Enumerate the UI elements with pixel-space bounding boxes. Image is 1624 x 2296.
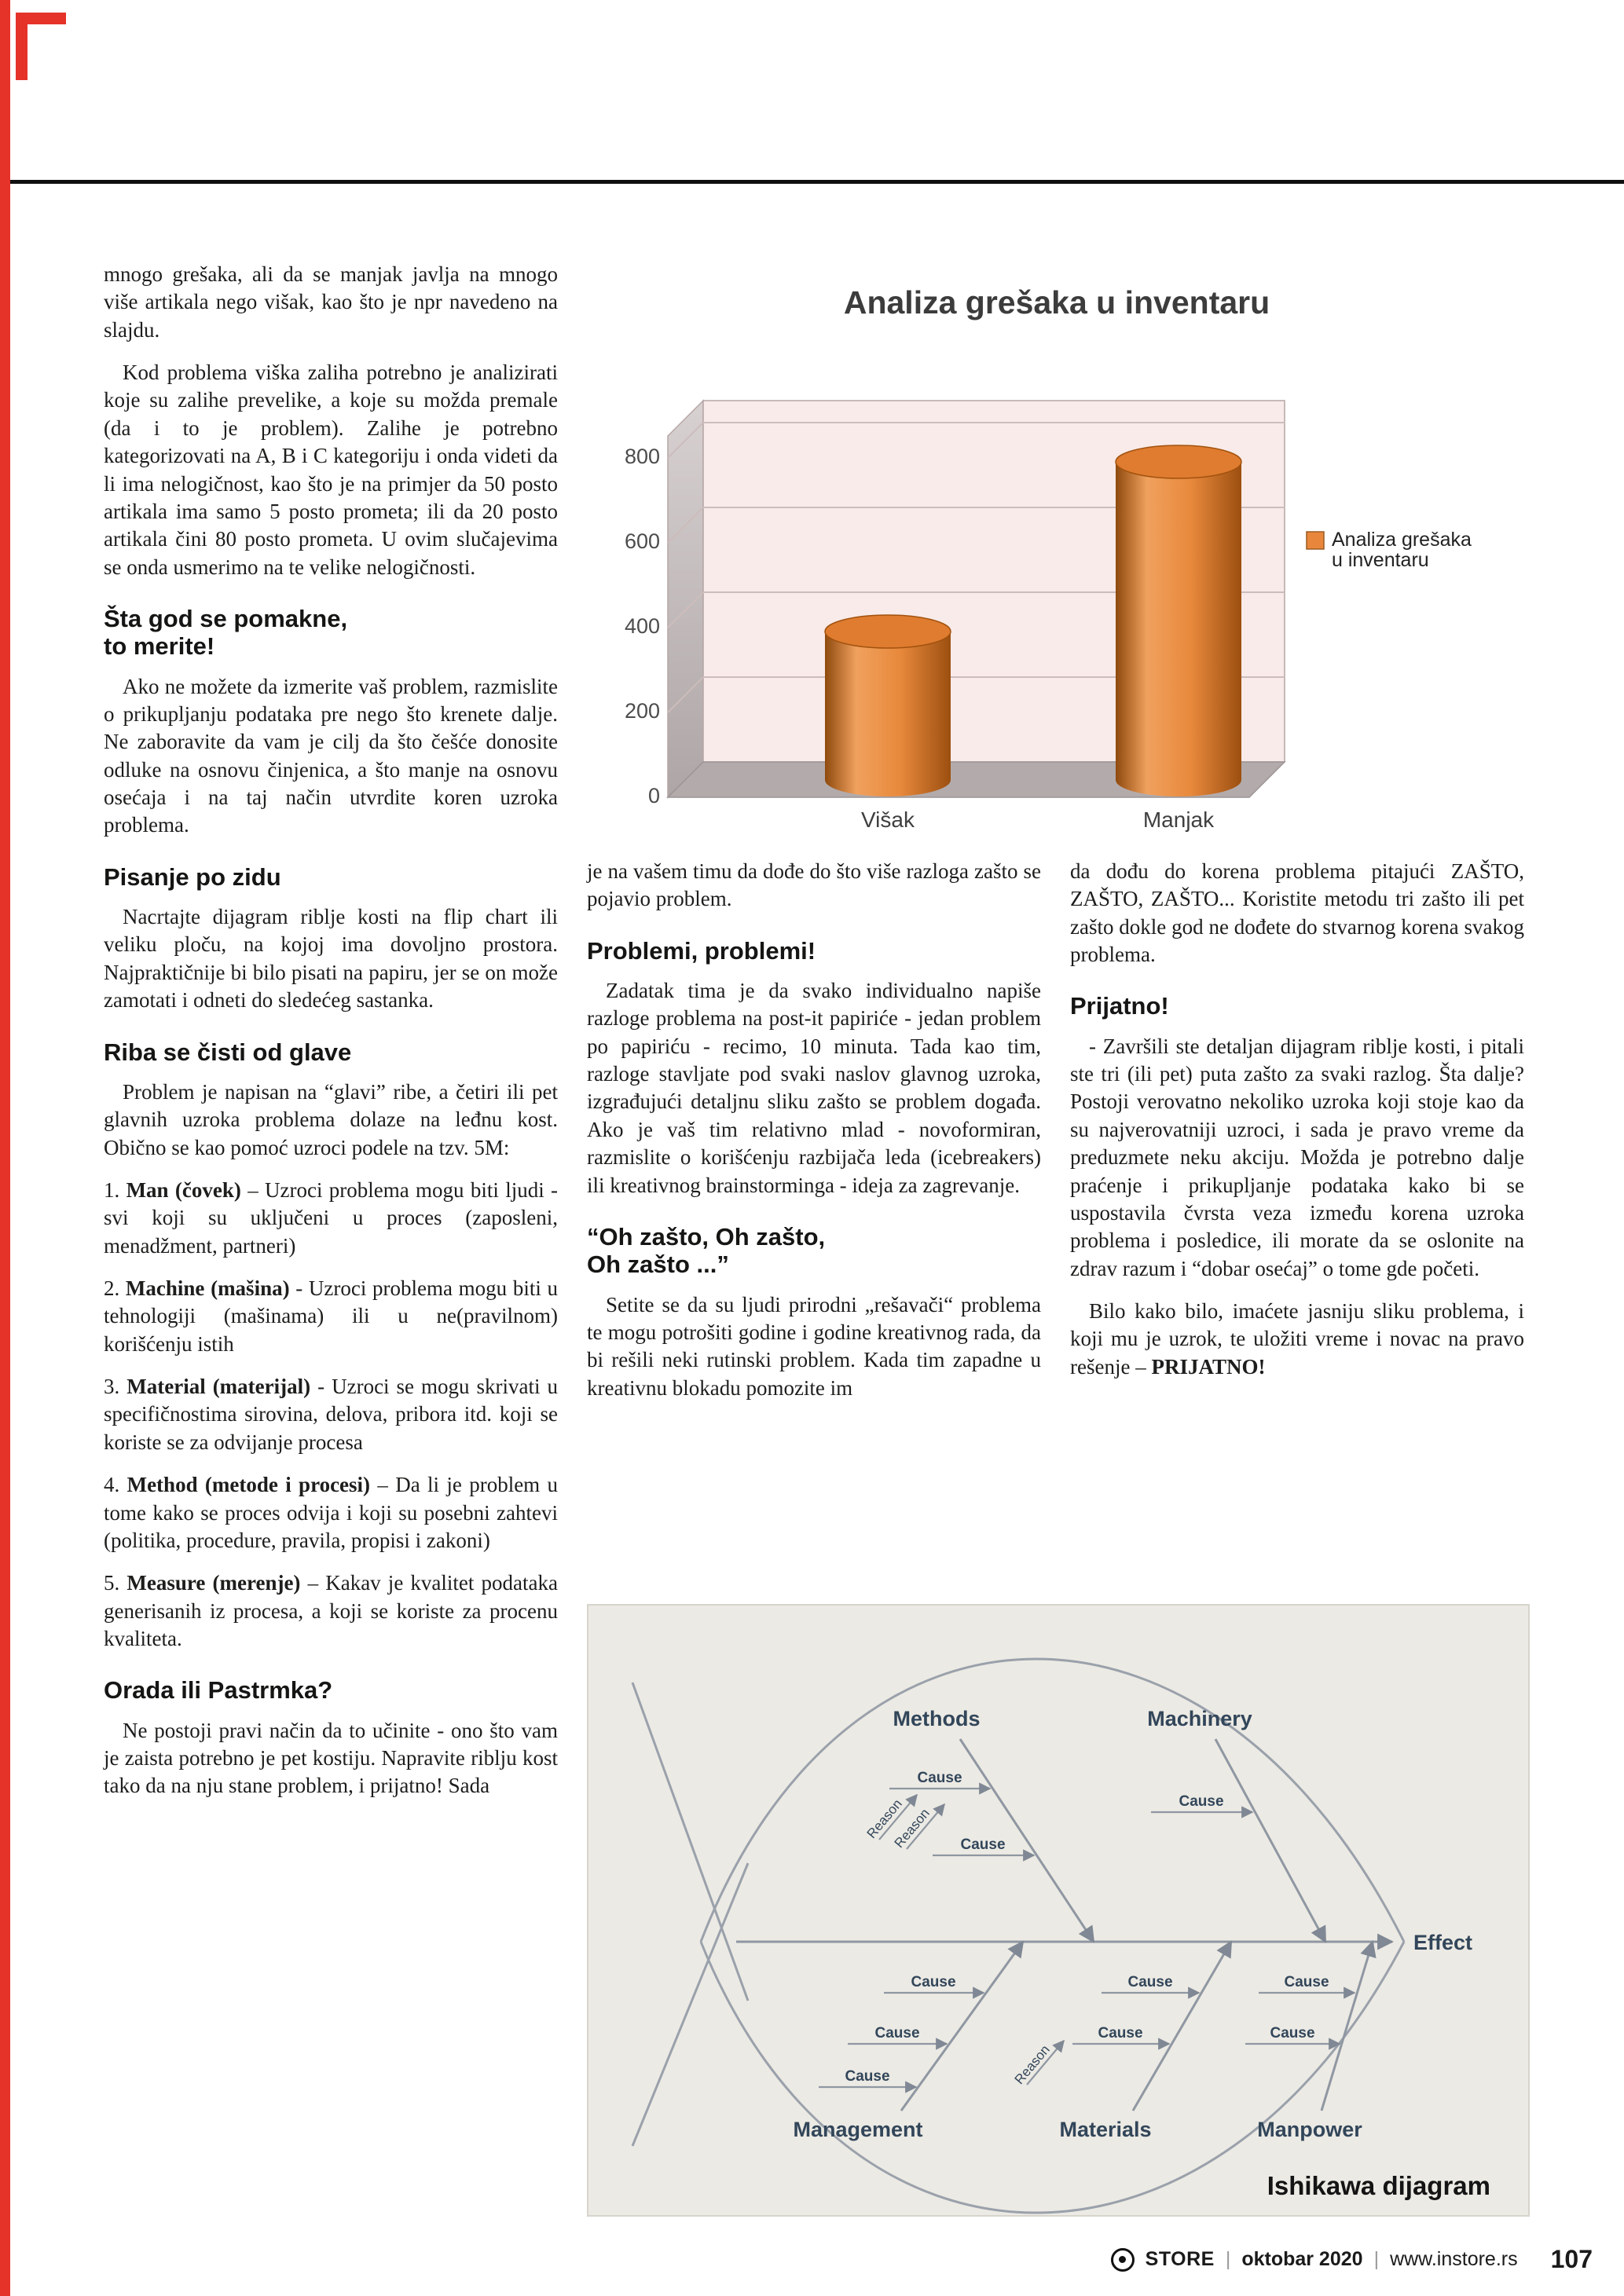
top-rule: [10, 180, 1624, 184]
heading-line: Šta god se pomakne,: [104, 604, 348, 632]
crop-mark-vertical: [16, 13, 27, 80]
heading-line: to merite!: [104, 632, 215, 661]
chart-title: Analiza grešaka u inventaru: [843, 284, 1270, 320]
cause-label: Cause: [1098, 2025, 1143, 2041]
list-term: Measure (merenje): [126, 1571, 301, 1595]
article-column-2: [587, 858, 1041, 1417]
paragraph: [1070, 1298, 1524, 1381]
y-tick-label: 800: [624, 445, 660, 468]
y-tick-label: 200: [624, 699, 660, 723]
list-number: 1.: [104, 1177, 126, 1202]
paragraph-bold-end: PRIJATNO!: [1151, 1354, 1266, 1379]
footer-separator: |: [1373, 2248, 1380, 2270]
list-term: Man (čovek): [126, 1177, 241, 1202]
cause-label: Cause: [845, 2068, 890, 2085]
left-bleed-strip: [0, 0, 10, 2296]
footer-date: oktobar 2020: [1241, 2248, 1363, 2270]
bar-manjak: [1116, 445, 1241, 796]
list-text: – Kakav je kvalitet podataka generisanih iz procesa, a koji se koriste za procenu kvaliteta.: [104, 1571, 558, 1650]
page-number: 107: [1550, 2245, 1593, 2273]
paragraph: - Završili ste detaljan dijagram riblje kosti, i pitali ste tri (ili pet) puta zašto za svaki razlog. Šta dalje? Postoji verovatno nekoliko uzroka koji stoje kao da su najverovatniji uzroci, i sada je pravo vreme da preduzmete neku akciju. Možda je potrebno dalje praćenje i prikupljanje podataka kako bi se uspostavila čvrsta veza između korena uzroka problema i posledice, ili morate da se oslonite na zdrav razum i “dobar osećaj” o tome gde početi.: [1070, 1034, 1524, 1280]
y-tick-label: 400: [624, 614, 660, 638]
paragraph: Ne postoji pravi način da to učinite - ono što vam je zaista potrebno je pet kostiju. Napravite riblju kost tako da na nju stane problem, i prijatno! Sada: [104, 1718, 558, 1798]
heading-line: “Oh zašto, Oh zašto,: [587, 1222, 826, 1251]
cause-label: Cause: [917, 1770, 962, 1786]
article-column-1: [104, 261, 558, 1815]
category-materials: Materials: [1059, 2118, 1152, 2141]
category-methods: Methods: [893, 1707, 981, 1730]
instore-logo-icon: [1111, 2248, 1135, 2272]
reason-label: Reason: [1011, 2041, 1053, 2088]
paragraph-text: Bilo kako bilo, imaćete jasniju sliku problema, i koji mu je uzrok, te uložiti vreme i novac na pravo rešenje –: [1070, 1299, 1524, 1379]
paragraph: mnogo grešaka, ali da se manjak javlja na mnogo više artikala nego višak, kao što je npr navedeno na slajdu.: [104, 262, 558, 342]
list-term: Machine (mašina): [125, 1276, 290, 1301]
section-heading: [587, 1223, 1041, 1279]
section-heading: Riba se čisti od glave: [104, 1038, 352, 1066]
list-text: - Uzroci se mogu skrivati u specifičnostima sirovina, delova, pribora itd. koji se koriste se za odvijanje procesa: [104, 1375, 559, 1454]
category-management: Management: [793, 2118, 923, 2141]
paragraph: Problem je napisan na “glavi” ribe, a četiri ili pet glavnih uzroka problema dolaze na leđnu kost. Obično se kao pomoć uzroci podele na tzv. 5M:: [104, 1079, 558, 1159]
list-number: 2.: [104, 1276, 126, 1301]
section-heading: [104, 605, 558, 661]
legend-swatch: [1307, 532, 1324, 549]
cause-label: Cause: [1270, 2025, 1315, 2041]
legend-label-line: u inventaru: [1332, 549, 1429, 571]
heading-line: Oh zašto ...”: [587, 1251, 729, 1279]
chart-legend: [1307, 529, 1472, 571]
list-text: - Uzroci problema mogu biti u tehnologiji (mašinama) ili u ne(pravilnom) korišćenju istih: [104, 1276, 559, 1356]
y-tick-label: 0: [647, 784, 660, 807]
legend-label-line: Analiza grešaka: [1332, 529, 1472, 551]
paragraph: Nacrtajte dijagram riblje kosti na flip chart ili veliku ploču, na kojoj ima dovoljno prostora. Najpraktičnije bi bilo pisati na papiru, jer se on može zamotati i odneti do sledećeg sastanka.: [104, 905, 558, 1013]
list-term: Material (materijal): [126, 1375, 311, 1399]
list-number: 5.: [104, 1571, 127, 1595]
cause-label: Cause: [1284, 1974, 1329, 1990]
fishbone-canvas: [587, 1604, 1530, 2217]
paragraph: je na vašem timu da dođe do što više razloga zašto se pojavio problem.: [587, 859, 1041, 911]
bar-chart-canvas: [585, 326, 1528, 837]
y-tick-label: 600: [624, 529, 660, 553]
paragraph: Ako ne možete da izmerite vaš problem, razmislite o prikupljanju podataka pre nego što krenete dalje. Ne zaboravite da vam je cilj da što češće donosite odluke na osnovu činjenica, a što manje na osnovu osećaja i na taj način utvrdite koren uzroka problema.: [104, 674, 558, 837]
cause-label: Cause: [874, 2025, 920, 2041]
list-item: [104, 1471, 558, 1554]
list-text: – Uzroci problema mogu biti ljudi - svi koji su uključeni u proces (zaposleni, menadžment, partneri): [104, 1177, 559, 1258]
paragraph: Setite se da su ljudi prirodni „rešavači“ problema te mogu potrošiti godine i godine kreativnog rada, da bi rešili neki rutinski problem. Kada tim zapadne u kreativnu blokadu pomozite im: [587, 1292, 1041, 1400]
paragraph: Kod problema viška zaliha potrebno je analizirati koje su zalihe prevelike, a koje su možda premale (da i to je problem). Zalihe je potrebno kategorizovati na A, B i C kategoriju i onda videti da li ima nelogičnost, kao što je na primjer da 50 posto artikala ima samo 5 posto prometa; ili da 20 posto artikala čini 80 posto prometa. U ovim slučajevima se onda usmerimo na te velike nelogičnosti.: [104, 361, 558, 579]
cause-label: Cause: [1127, 1974, 1173, 1990]
reason-label: Reason: [891, 1805, 933, 1851]
list-text: – Da li je problem u tome kako se proces odvija i koji su posebni zahtevi (politika, procedure, pravila, propisi i zakoni): [104, 1473, 559, 1552]
footer-separator: |: [1225, 2248, 1231, 2270]
section-heading: Problemi, problemi!: [587, 936, 816, 965]
article-column-3: [1070, 858, 1524, 1396]
x-category-label: Manjak: [1142, 807, 1215, 832]
section-heading: Prijatno!: [1070, 992, 1169, 1020]
paragraph: Zadatak tima je da svako individualno napiše razloge problema na post-it papiriće - jedan problem po papiriću - recimo, 10 minuta. Tada kao tim, razloge stavljate pod svaki naslov glavnog uzroka, izgrađujući detaljnu sliku zašto se problem događa. Ako je vaš tim relativno mlad - novoformiran, razmislite o korišćenju razbijača leda (icebreakers) ili kreativnog brainstorminga - ideja za zagrevanje.: [587, 979, 1041, 1197]
ishikawa-diagram: [587, 1604, 1530, 2217]
section-heading: Orada ili Pastrmka?: [104, 1676, 333, 1705]
list-item: [104, 1373, 558, 1456]
list-number: 3.: [104, 1375, 127, 1399]
category-machinery: Machinery: [1147, 1707, 1252, 1730]
reason-label: Reason: [863, 1796, 905, 1842]
cause-label: Cause: [960, 1836, 1006, 1853]
list-item: [104, 1275, 558, 1358]
list-term: Method (metode i procesi): [126, 1473, 371, 1497]
chart-left-wall: [668, 401, 703, 797]
cause-label: Cause: [911, 1974, 956, 1990]
category-manpower: Manpower: [1257, 2118, 1362, 2141]
list-item: [104, 1569, 558, 1653]
x-category-label: Višak: [861, 807, 915, 832]
bar-visak: [825, 615, 951, 796]
list-item: [104, 1177, 558, 1260]
effect-label: Effect: [1413, 1931, 1473, 1954]
inventory-error-chart: [585, 261, 1528, 842]
list-number: 4.: [104, 1473, 127, 1497]
diagram-caption: Ishikawa dijagram: [1267, 2171, 1490, 2200]
section-heading: Pisanje po zidu: [104, 862, 281, 891]
page-footer: [1111, 2245, 1593, 2274]
footer-website-link[interactable]: www.instore.rs: [1390, 2248, 1518, 2270]
footer-brand: STORE: [1145, 2248, 1215, 2270]
paragraph: da dođu do korena problema pitajući ZAŠTO, ZAŠTO, ZAŠTO... Koristite metodu tri zašto ili pet zašto dokle god ne dođete do stvarnog korena svakog problema.: [1070, 859, 1524, 967]
cause-label: Cause: [1179, 1793, 1224, 1810]
